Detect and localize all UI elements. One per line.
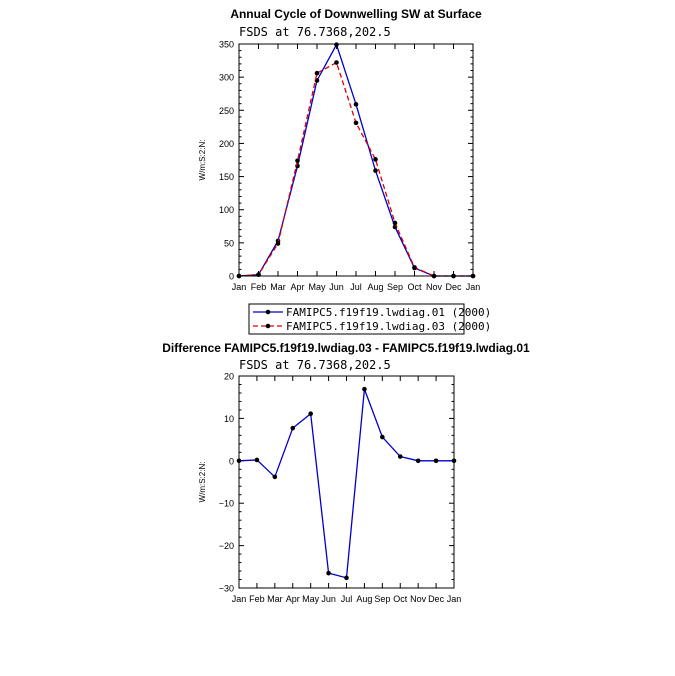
chart1-series-line-1 [239,45,473,276]
chart1-y-tick-label: 350 [218,39,234,50]
chart2-y-tick-label: −30 [218,583,234,594]
chart1-x-tick-label: Jan [465,282,481,292]
chart1-data-point [412,265,417,270]
chart1-x-tick-label: Jun [329,282,344,292]
chart1-y-tick-label: 100 [218,205,234,216]
chart1-subtitle: FSDS at 76.7368,202.5 [239,25,391,39]
chart1-x-tick-label: Nov [425,282,443,292]
chart1-title: Annual Cycle of Downwelling SW at Surface [230,7,482,21]
chart2-y-tick-label: 0 [228,456,234,467]
chart1-data-point [276,241,281,246]
chart2-data-point [308,411,313,416]
chart1-x-tick-label: Mar [270,282,286,292]
chart2-data-point [416,459,421,464]
chart1-x-tick-label: Sep [386,282,404,292]
chart1-data-point [334,60,339,65]
chart1-y-tick-label: 50 [223,238,234,249]
chart2-x-tick-label: Oct [393,594,408,604]
chart2-x-tick-label: Dec [428,594,445,604]
chart2-x-tick-label: Apr [285,594,300,604]
chart1-x-tick-label: Oct [407,282,422,292]
chart1-data-point [373,157,378,162]
chart2-x-tick-label: Feb [249,594,265,604]
chart1-data-point [354,102,359,107]
chart2-data-point [398,454,403,459]
chart1-y-tick-label: 250 [218,105,234,116]
difference-chart [162,341,530,604]
chart2-x-tick-label: Jul [340,594,353,604]
chart2-data-point [434,459,439,464]
chart1-x-tick-label: Feb [250,282,267,292]
chart1-y-tick-label: 200 [218,138,234,149]
chart2-x-tick-label: Sep [374,594,391,604]
chart2-x-tick-label: Jan [231,594,247,604]
chart1-x-tick-label: May [308,282,326,292]
chart2-y-tick-label: 10 [223,413,234,424]
chart1-y-tick-label: 150 [218,172,234,183]
chart2-data-point [344,576,349,581]
chart1-data-point [373,168,378,173]
chart1-x-tick-label: Jan [231,282,247,292]
chart1-x-tick-label: Dec [445,282,462,292]
legend-marker-series-1 [266,310,271,315]
chart1-data-point [295,164,300,169]
chart2-series-line-1 [239,389,454,578]
chart1-data-point [354,121,359,126]
annual-cycle-chart [198,7,491,334]
chart2-data-point [290,426,295,431]
chart1-x-tick-label: Aug [367,282,384,292]
chart1-ylabel: W/m:S:2:N: [198,139,207,181]
chart2-data-point [326,571,331,576]
chart2-data-point [255,458,260,463]
chart1-data-point [334,42,339,47]
chart2-x-tick-label: Jun [321,594,336,604]
chart1-data-point [393,221,398,226]
chart2-ylabel: W/m:S:2:N: [198,461,207,503]
legend-label-series-1: FAMIPC5.f19f19.lwdiag.01 (2000) [286,306,492,319]
chart2-data-point [380,435,385,440]
chart2-data-point [273,475,278,480]
chart1-plot-frame [239,44,473,276]
chart2-plot-frame [239,376,454,588]
legend-marker-series-2 [266,324,271,329]
chart1-data-point [315,71,320,76]
chart1-legend [249,304,491,334]
chart2-y-tick-label: −20 [218,541,234,552]
chart2-x-tick-label: Aug [356,594,373,604]
chart2-x-tick-label: Mar [267,594,283,604]
chart1-data-point [295,158,300,163]
chart2-subtitle: FSDS at 76.7368,202.5 [239,358,391,372]
chart2-x-tick-label: Nov [410,594,427,604]
chart2-y-tick-label: 20 [223,371,234,382]
chart2-x-tick-label: May [302,594,320,604]
chart2-x-tick-label: Jan [446,594,462,604]
chart2-data-point [362,387,367,392]
chart2-title: Difference FAMIPC5.f19f19.lwdiag.03 - FAMIPC5.f19f19.lwdiag.01 [162,341,530,355]
chart1-y-tick-label: 300 [218,72,234,83]
chart1-y-tick-label: 0 [228,271,234,282]
chart1-x-tick-label: Jul [350,282,362,292]
chart1-series-line-2 [239,63,473,276]
chart2-y-tick-label: −10 [218,498,234,509]
legend-label-series-2: FAMIPC5.f19f19.lwdiag.03 (2000) [286,320,492,333]
chart1-x-tick-label: Apr [290,282,305,292]
